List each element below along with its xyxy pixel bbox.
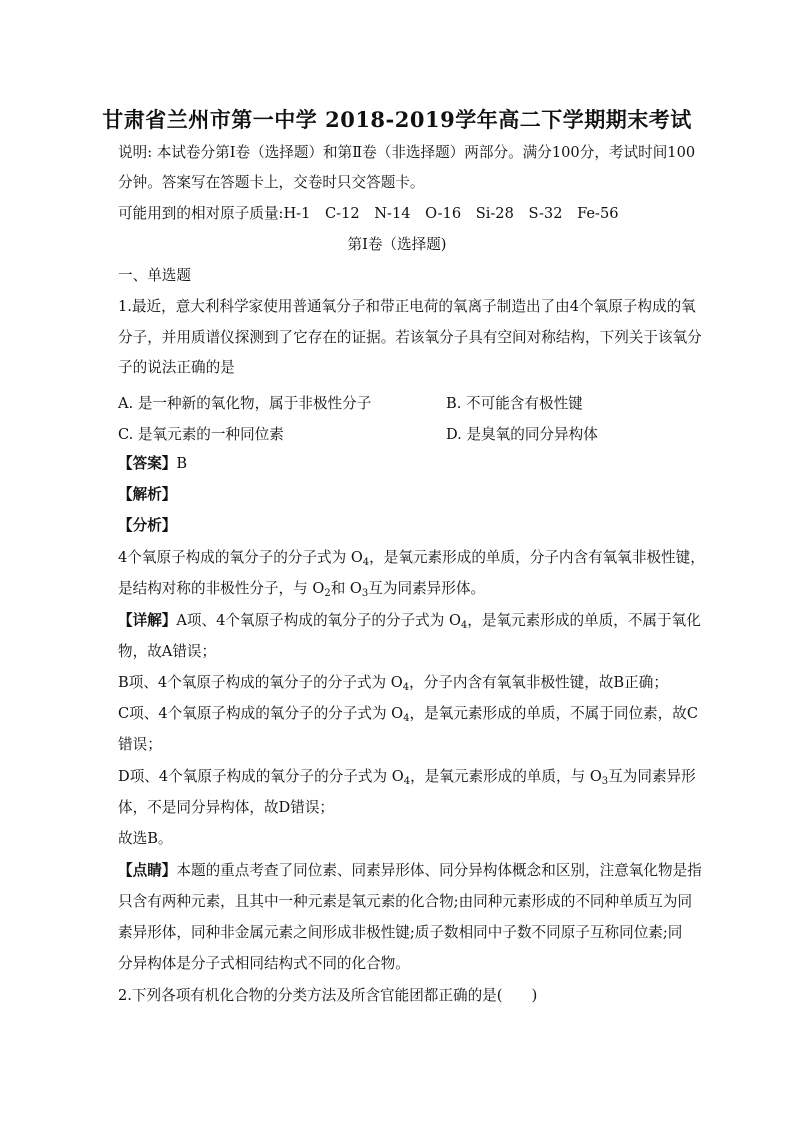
q1-option-a: A. 是一种新的氧化物，属于非极性分子 <box>118 395 372 412</box>
xiangjie-text: ，是氧元素形成的单质，不属于氧化 <box>467 612 701 629</box>
intro-line-3: 可能用到的相对原子质量:H-1 C-12 N-14 O-16 Si-28 S-32 Fe-56 <box>118 205 619 222</box>
xiangjie-text: D项、4个氧原子构成的氧分子的分子式为 O <box>118 768 404 785</box>
xiangjie-text: B项、4个氧原子构成的氧分子的分子式为 O <box>118 674 403 691</box>
fenxi-text: 4个氧原子构成的氧分子的分子式为 O <box>118 549 363 566</box>
subscript: 4 <box>402 682 410 693</box>
xiangjie-line-1 <box>118 610 701 632</box>
q1-option-c: C. 是氧元素的一种同位素 <box>118 426 284 443</box>
q1-option-d: D. 是臭氧的同分异构体 <box>446 426 598 443</box>
fenxi-text: 互为同素异形体。 <box>368 580 486 597</box>
dianjing-text: 本题的重点考查了同位素、同素异形体、同分异构体概念和区别，注意氧化物是指 <box>176 862 702 879</box>
subscript: 3 <box>361 588 369 599</box>
q1-answer <box>118 453 187 475</box>
xiangjie-line-6 <box>118 766 696 788</box>
xiangjie-text: C项、4个氧原子构成的氧分子的分子式为 O <box>118 705 404 722</box>
dianjing-line-1 <box>118 860 702 882</box>
dianjing-line-4: 分异构体是分子式相同结构式不同的化合物。 <box>118 955 410 972</box>
fenxi-text: ，是氧元素形成的单质，分子内含有氧氧非极性键， <box>369 549 705 566</box>
q1-stem-line-3: 子的说法正确的是 <box>118 359 235 376</box>
subscript: 4 <box>403 776 411 787</box>
xiangjie-line-2: 物，故A错误； <box>118 643 217 660</box>
subscript: 4 <box>403 713 410 724</box>
dianjing-label: 【点睛】 <box>118 862 177 879</box>
intro-line-2: 分钟。答案写在答题卡上，交卷时只交答题卡。 <box>118 174 425 191</box>
subscript: 4 <box>460 620 468 631</box>
xiangjie-line-7: 体，不是同分异构体，故D错误； <box>118 799 335 816</box>
xiangjie-line-4 <box>118 703 698 725</box>
fenxi-label: 【分析】 <box>118 517 177 534</box>
answer-value: B <box>176 455 188 472</box>
q1-option-b: B. 不可能含有极性键 <box>446 395 583 412</box>
intro-line-1: 说明: 本试卷分第Ⅰ卷（选择题）和第Ⅱ卷（非选择题）两部分。满分100分，考试时间100 <box>118 144 696 161</box>
choose-line: 故选B。 <box>118 830 173 847</box>
q1-stem-line-1: 1.最近，意大利科学家使用普通氧分子和带正电荷的氧离子制造出了由4个氧原子构成的氧 <box>118 298 696 315</box>
exam-title: 甘肃省兰州市第一中学 2018-2019学年高二下学期期末考试 <box>102 107 692 132</box>
fenxi-text: 是结构对称的非极性分子，与 O <box>118 580 325 597</box>
q1-stem-line-2: 分子，并用质谱仪探测到了它存在的证据。若该氧分子具有空间对称结构，下列关于该氧分 <box>118 329 702 346</box>
subscript: 2 <box>324 588 331 599</box>
fenxi-line-2 <box>118 578 485 600</box>
subscript: 4 <box>362 557 370 568</box>
xiangjie-line-3 <box>118 672 668 694</box>
part-heading: 一、单选题 <box>118 267 191 284</box>
subscript: 3 <box>601 776 609 787</box>
section-title: 第Ⅰ卷（选择题) <box>347 236 447 253</box>
fenxi-line-1 <box>118 547 705 569</box>
answer-label: 【答案】 <box>118 455 177 472</box>
fenxi-text: 和 O <box>330 580 362 597</box>
xiangjie-text: ，是氧元素形成的单质，与 O <box>410 768 602 785</box>
q2-stem: 2.下列各项有机化合物的分类方法及所含官能团都正确的是( ) <box>118 987 538 1004</box>
xiangjie-text: ，是氧元素形成的单质，不属于同位素，故C <box>409 705 698 722</box>
xiangjie-line-5: 错误； <box>118 736 162 753</box>
xiangjie-text: 互为同素异形 <box>608 768 696 785</box>
dianjing-line-2: 只含有两种元素，且其中一种元素是氧元素的化合物;由同种元素形成的不同种单质互为同 <box>118 893 693 910</box>
xiangjie-label: 【详解】 <box>118 612 177 629</box>
jiexi-label: 【解析】 <box>118 486 177 503</box>
xiangjie-text: ，分子内含有氧氧非极性键，故B正确； <box>409 674 668 691</box>
xiangjie-text: A项、4个氧原子构成的氧分子的分子式为 O <box>176 612 461 629</box>
dianjing-line-3: 素异形体，同种非金属元素之间形成非极性键;质子数相同中子数不同原子互称同位素;同 <box>118 924 683 941</box>
